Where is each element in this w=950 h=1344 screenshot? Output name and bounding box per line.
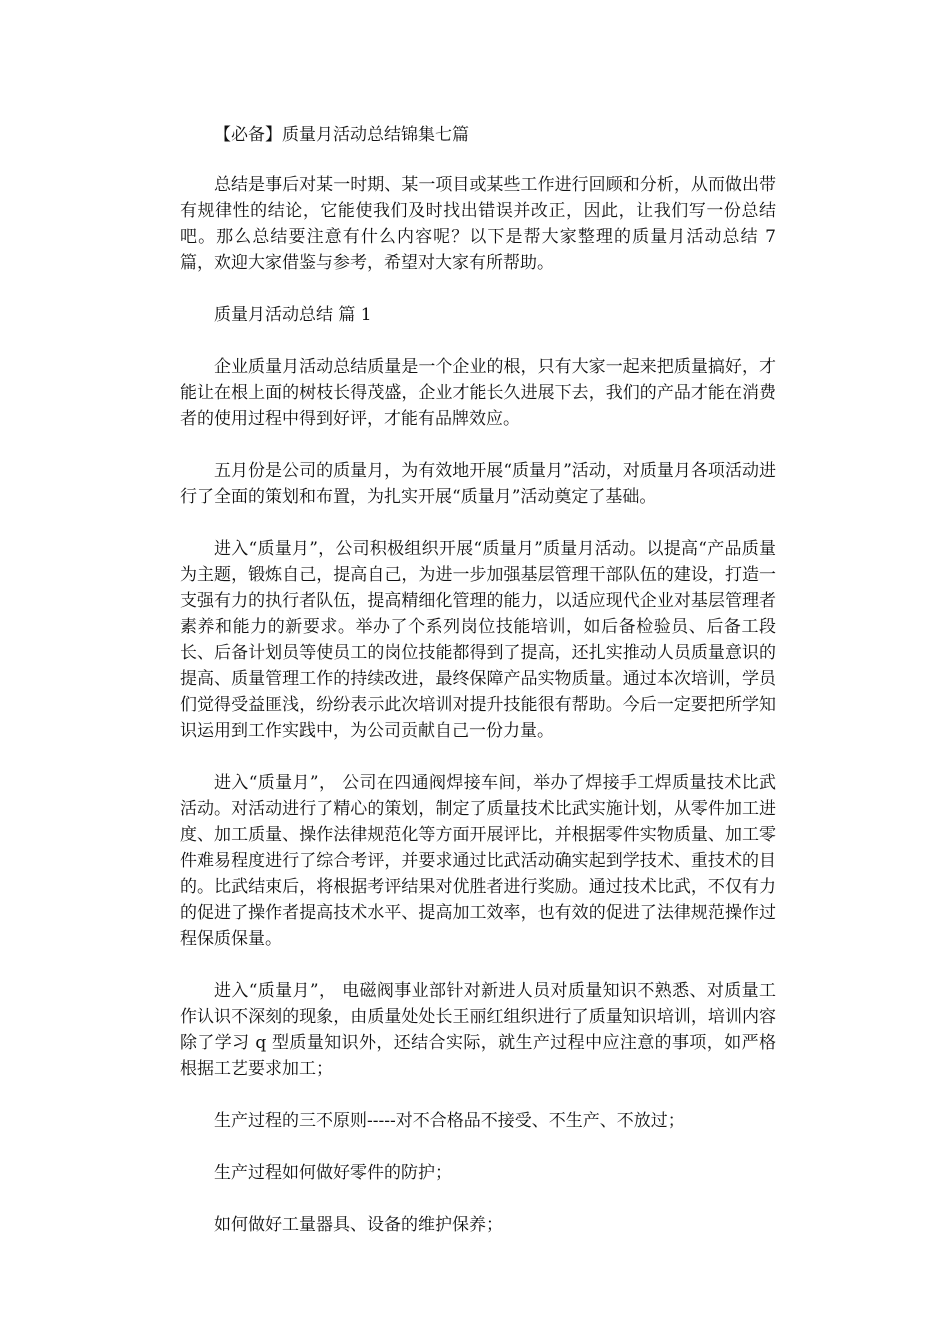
body-paragraph: 企业质量月活动总结质量是一个企业的根，只有大家一起来把质量搞好，才能让在根上面的树枝长得茂盛，企业才能长久进展下去，我们的产品才能在消费者的使用过程中得到好评，才能有品牌效应。 — [180, 357, 776, 429]
document-title: 【必备】质量月活动总结锦集七篇 — [214, 125, 469, 145]
section-heading: 质量月活动总结 篇 1 — [214, 305, 372, 325]
intro-paragraph: 总结是事后对某一时期、某一项目或某些工作进行回顾和分析，从而做出带有规律性的结论，它能使我们及时找出错误并改正，因此，让我们写一份总结吧。那么总结要注意有什么内容呢？以下是帮大家整理的质量月活动总结 7 篇，欢迎大家借鉴与参考，希望对大家有所帮助。 — [180, 175, 776, 273]
document-body — [180, 122, 776, 1264]
list-line: 生产过程的三不原则-----对不合格品不接受、不生产、不放过； — [214, 1111, 685, 1131]
list-line: 生产过程如何做好零件的防护； — [214, 1163, 452, 1183]
body-paragraph: 进入“质量月”，公司积极组织开展“质量月”质量月活动。以提高“产品质量为主题，锻炼自己，提高自己，为进一步加强基层管理干部队伍的建设，打造一支强有力的执行者队伍，提高精细化管理的能力，以适应现代企业对基层管理者素养和能力的新要求。举办了个系列岗位技能培训，如后备检验员、后备工段长、后备计划员等使员工的岗位技能都得到了提高，还扎实推动人员质量意识的提高、质量管理工作的持续改进，最终保障产品实物质量。通过本次培训，学员们觉得受益匪浅，纷纷表示此次培训对提升技能很有帮助。今后一定要把所学知识运用到工作实践中，为公司贡献自己一份力量。 — [180, 539, 776, 741]
body-paragraph: 进入“质量月”， 电磁阀事业部针对新进人员对质量知识不熟悉、对质量工作认识不深刻的现象，由质量处处长王丽红组织进行了质量知识培训，培训内容除了学习 q 型质量知识外，还结合实际，就生产过程中应注意的事项，如严格根据工艺要求加工； — [180, 981, 776, 1079]
body-paragraph: 进入“质量月”， 公司在四通阀焊接车间，举办了焊接手工焊质量技术比武活动。对活动进行了精心的策划，制定了质量技术比武实施计划，从零件加工进度、加工质量、操作法律规范化等方面开展评比，并根据零件实物质量、加工零件难易程度进行了综合考评，并要求通过比武活动确实起到学技术、重技术的目的。比武结束后，将根据考评结果对优胜者进行奖励。通过技术比武，不仅有力的促进了操作者提高技术水平、提高加工效率，也有效的促进了法律规范操作过程保质保量。 — [180, 773, 776, 949]
list-line: 如何做好工量器具、设备的维护保养； — [214, 1215, 503, 1235]
body-paragraph: 五月份是公司的质量月，为有效地开展“质量月”活动，对质量月各项活动进行了全面的策划和布置，为扎实开展“质量月”活动奠定了基础。 — [180, 461, 776, 507]
